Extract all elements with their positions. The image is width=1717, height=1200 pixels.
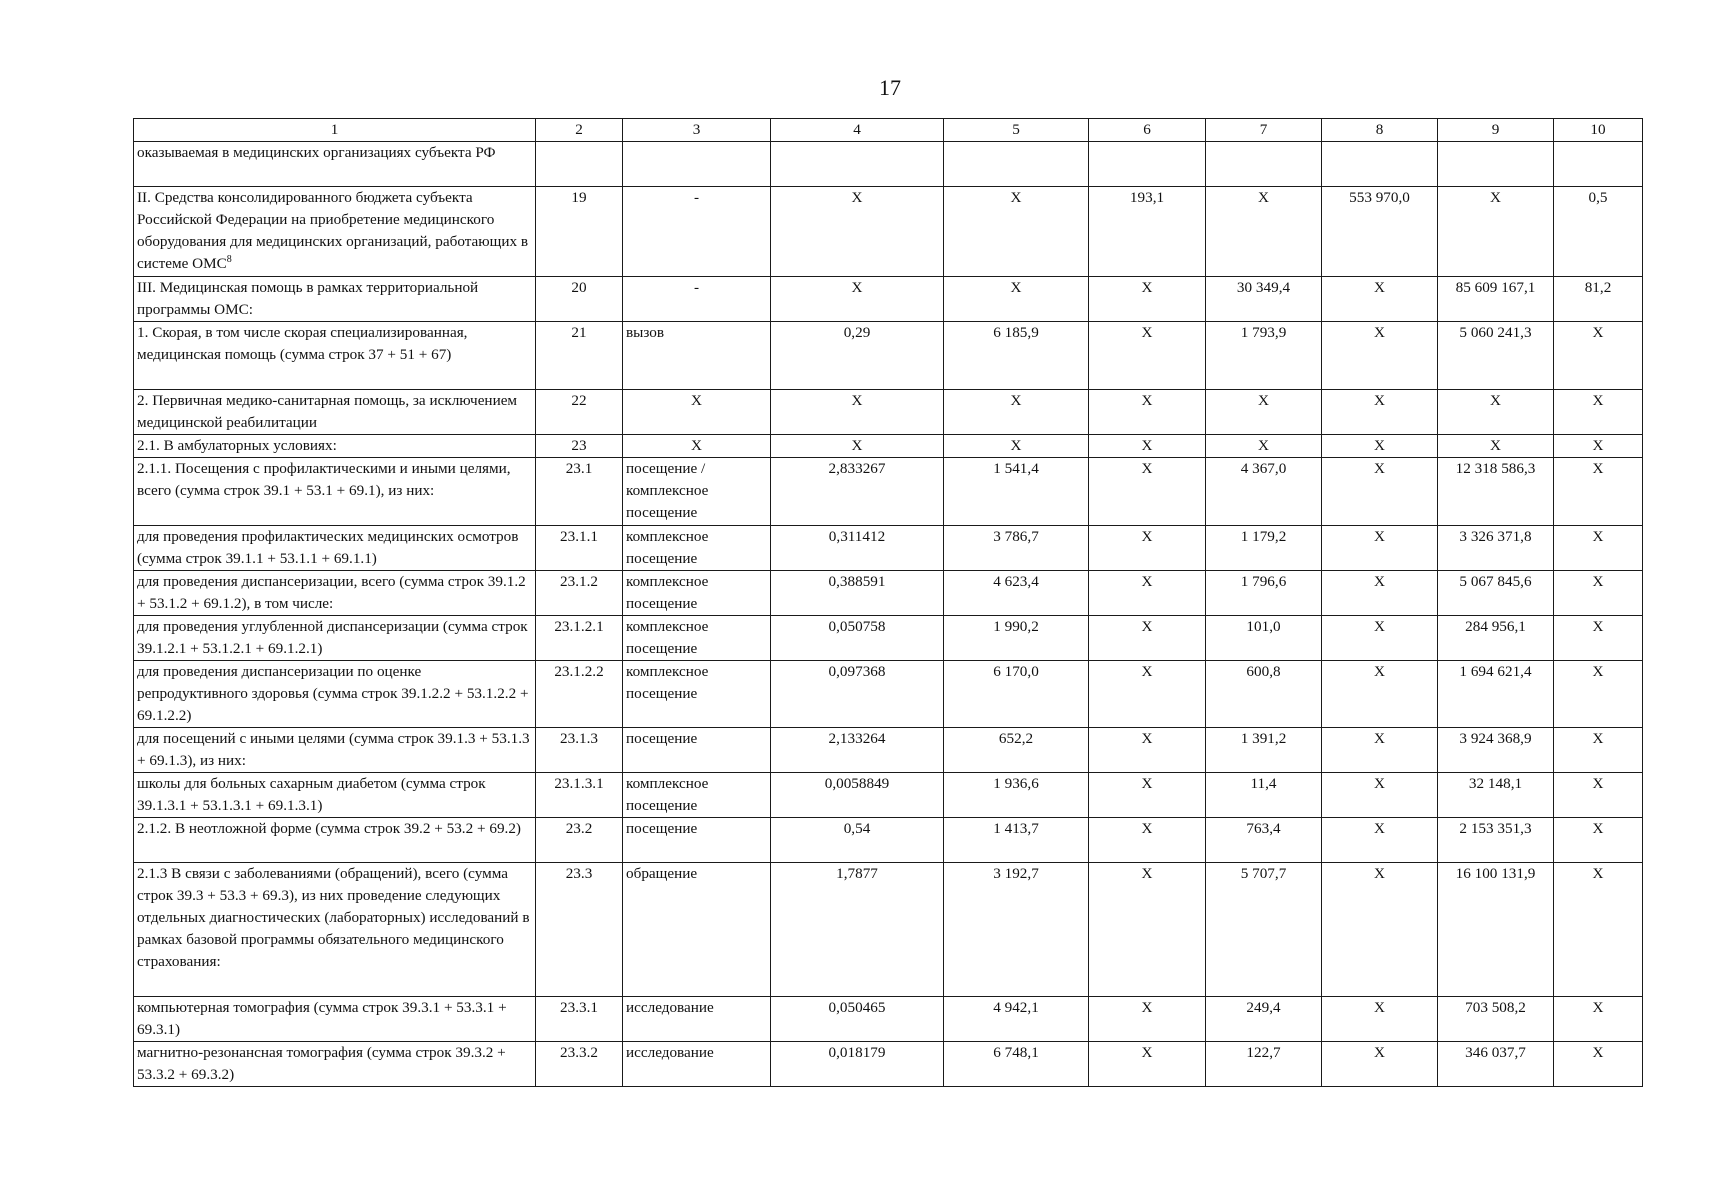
row-description: оказываемая в медицинских организациях субъекта РФ [134, 142, 536, 187]
value-cell: Х [1322, 526, 1438, 571]
unit-cell: вызов [623, 322, 771, 390]
table-row [134, 863, 1643, 997]
value-cell: 0,29 [771, 322, 944, 390]
value-cell: 11,4 [1206, 773, 1322, 818]
value-cell: 122,7 [1206, 1042, 1322, 1087]
column-header: 6 [1089, 119, 1206, 142]
row-description: 1. Скорая, в том числе скорая специализированная, медицинская помощь (сумма строк 37 + 51 + 67) [134, 322, 536, 390]
value-cell [1206, 142, 1322, 187]
value-cell: 1 990,2 [944, 616, 1089, 661]
row-description: 2. Первичная медико-санитарная помощь, за исключением медицинской реабилитации [134, 390, 536, 435]
table-row [134, 818, 1643, 863]
table-row [134, 277, 1643, 322]
unit-cell: комплексное посещение [623, 526, 771, 571]
table-row [134, 458, 1643, 526]
value-cell: Х [771, 277, 944, 322]
value-cell: Х [1554, 616, 1643, 661]
value-cell: 3 924 368,9 [1438, 728, 1554, 773]
value-cell [1089, 142, 1206, 187]
unit-cell: - [623, 277, 771, 322]
value-cell: 3 786,7 [944, 526, 1089, 571]
value-cell: Х [1322, 390, 1438, 435]
row-description: III. Медицинская помощь в рамках территориальной программы ОМС: [134, 277, 536, 322]
value-cell: 346 037,7 [1438, 1042, 1554, 1087]
table-row [134, 773, 1643, 818]
value-cell: 3 192,7 [944, 863, 1089, 997]
value-cell: 553 970,0 [1322, 187, 1438, 277]
column-header: 10 [1554, 119, 1643, 142]
table-row [134, 616, 1643, 661]
row-description: 2.1.3 В связи с заболеваниями (обращений), всего (сумма строк 39.3 + 53.3 + 69.3), из них проведение следующих отдельных диагностических (лабораторных) исследований в рамках базовой программы обязательного медицинского страхования: [134, 863, 536, 997]
row-number: 23.1.2.1 [536, 616, 623, 661]
value-cell: 1 541,4 [944, 458, 1089, 526]
value-cell: Х [1322, 863, 1438, 997]
row-description [134, 187, 536, 277]
value-cell: Х [1322, 728, 1438, 773]
value-cell: Х [1089, 661, 1206, 728]
table-row [134, 435, 1643, 458]
unit-cell: исследование [623, 1042, 771, 1087]
value-cell: 2,833267 [771, 458, 944, 526]
unit-cell: посещение [623, 728, 771, 773]
row-number: 23.3 [536, 863, 623, 997]
value-cell: 0,5 [1554, 187, 1643, 277]
unit-cell: Х [623, 390, 771, 435]
value-cell: Х [1554, 435, 1643, 458]
value-cell: 1,7877 [771, 863, 944, 997]
unit-cell: - [623, 187, 771, 277]
value-cell: 0,097368 [771, 661, 944, 728]
unit-cell: комплексное посещение [623, 661, 771, 728]
value-cell: Х [1089, 571, 1206, 616]
value-cell: Х [1089, 997, 1206, 1042]
value-cell: 652,2 [944, 728, 1089, 773]
row-description: для посещений с иными целями (сумма строк 39.1.3 + 53.1.3 + 69.1.3), из них: [134, 728, 536, 773]
value-cell [1438, 142, 1554, 187]
value-cell: Х [1089, 773, 1206, 818]
value-cell: 5 067 845,6 [1438, 571, 1554, 616]
unit-cell: посещение [623, 818, 771, 863]
value-cell: Х [1089, 818, 1206, 863]
value-cell: 2,133264 [771, 728, 944, 773]
row-description: магнитно-резонансная томография (сумма строк 39.3.2 + 53.3.2 + 69.3.2) [134, 1042, 536, 1087]
value-cell: 4 623,4 [944, 571, 1089, 616]
value-cell: 1 413,7 [944, 818, 1089, 863]
value-cell: Х [944, 435, 1089, 458]
value-cell: Х [1089, 277, 1206, 322]
value-cell: 12 318 586,3 [1438, 458, 1554, 526]
value-cell: Х [1322, 458, 1438, 526]
value-cell: 600,8 [1206, 661, 1322, 728]
value-cell: Х [944, 277, 1089, 322]
table-row [134, 661, 1643, 728]
value-cell: Х [1554, 1042, 1643, 1087]
unit-cell: исследование [623, 997, 771, 1042]
table-row [134, 322, 1643, 390]
table-row [134, 728, 1643, 773]
table-row [134, 390, 1643, 435]
unit-cell: комплексное посещение [623, 773, 771, 818]
column-header: 5 [944, 119, 1089, 142]
value-cell: Х [1554, 571, 1643, 616]
value-cell: 0,018179 [771, 1042, 944, 1087]
row-description: для проведения профилактических медицинских осмотров (сумма строк 39.1.1 + 53.1.1 + 69.1.1) [134, 526, 536, 571]
row-number: 23.1.3 [536, 728, 623, 773]
value-cell: Х [1554, 863, 1643, 997]
value-cell: 1 793,9 [1206, 322, 1322, 390]
row-number: 23 [536, 435, 623, 458]
value-cell: 1 796,6 [1206, 571, 1322, 616]
value-cell: Х [1554, 997, 1643, 1042]
column-header: 8 [1322, 119, 1438, 142]
value-cell: Х [1089, 728, 1206, 773]
value-cell: Х [1322, 616, 1438, 661]
value-cell: Х [771, 390, 944, 435]
unit-cell: комплексное посещение [623, 571, 771, 616]
value-cell: 284 956,1 [1438, 616, 1554, 661]
row-description: 2.1.2. В неотложной форме (сумма строк 39.2 + 53.2 + 69.2) [134, 818, 536, 863]
value-cell: Х [1438, 390, 1554, 435]
column-header: 2 [536, 119, 623, 142]
value-cell: Х [1438, 435, 1554, 458]
row-description: 2.1. В амбулаторных условиях: [134, 435, 536, 458]
value-cell: Х [1206, 187, 1322, 277]
value-cell: Х [771, 435, 944, 458]
value-cell: 6 185,9 [944, 322, 1089, 390]
row-description: 2.1.1. Посещения с профилактическими и иными целями, всего (сумма строк 39.1 + 53.1 + 69.1), из них: [134, 458, 536, 526]
row-number: 23.3.2 [536, 1042, 623, 1087]
value-cell: 6 748,1 [944, 1042, 1089, 1087]
value-cell: 81,2 [1554, 277, 1643, 322]
value-cell: Х [1089, 435, 1206, 458]
value-cell: Х [771, 187, 944, 277]
row-number: 22 [536, 390, 623, 435]
value-cell: Х [1554, 526, 1643, 571]
value-cell: 0,311412 [771, 526, 944, 571]
table-row [134, 1042, 1643, 1087]
value-cell: 0,0058849 [771, 773, 944, 818]
value-cell: Х [1322, 818, 1438, 863]
value-cell: 5 060 241,3 [1438, 322, 1554, 390]
value-cell: Х [1554, 728, 1643, 773]
tariff-table [133, 118, 1643, 1087]
unit-cell: комплексное посещение [623, 616, 771, 661]
value-cell: Х [1438, 187, 1554, 277]
unit-cell: обращение [623, 863, 771, 997]
row-description-text: II. Средства консолидированного бюджета субъекта Российской Федерации на приобретение медицинского оборудования для медицинских организаций, работающих в системе ОМС [137, 189, 529, 272]
value-cell: Х [1322, 322, 1438, 390]
table-row [134, 187, 1643, 277]
value-cell: Х [1089, 616, 1206, 661]
value-cell: Х [1089, 526, 1206, 571]
value-cell: 1 936,6 [944, 773, 1089, 818]
row-number: 20 [536, 277, 623, 322]
page-number: 17 [879, 75, 901, 100]
value-cell: 85 609 167,1 [1438, 277, 1554, 322]
row-number: 23.1.3.1 [536, 773, 623, 818]
column-header: 9 [1438, 119, 1554, 142]
value-cell: 30 349,4 [1206, 277, 1322, 322]
table-row [134, 142, 1643, 187]
value-cell: Х [1554, 390, 1643, 435]
value-cell: Х [1554, 661, 1643, 728]
row-number: 21 [536, 322, 623, 390]
value-cell: Х [1322, 435, 1438, 458]
value-cell: 249,4 [1206, 997, 1322, 1042]
value-cell: Х [1554, 322, 1643, 390]
value-cell: 4 367,0 [1206, 458, 1322, 526]
value-cell: 0,388591 [771, 571, 944, 616]
value-cell: 16 100 131,9 [1438, 863, 1554, 997]
value-cell: 703 508,2 [1438, 997, 1554, 1042]
unit-cell: посещение / комплексное посещение [623, 458, 771, 526]
value-cell: Х [1322, 1042, 1438, 1087]
value-cell: Х [1089, 390, 1206, 435]
value-cell: Х [1089, 1042, 1206, 1087]
value-cell: 32 148,1 [1438, 773, 1554, 818]
value-cell: 6 170,0 [944, 661, 1089, 728]
column-header: 3 [623, 119, 771, 142]
row-description: школы для больных сахарным диабетом (сумма строк 39.1.3.1 + 53.1.3.1 + 69.1.3.1) [134, 773, 536, 818]
value-cell: 5 707,7 [1206, 863, 1322, 997]
row-number: 23.1.1 [536, 526, 623, 571]
value-cell [944, 142, 1089, 187]
value-cell: 101,0 [1206, 616, 1322, 661]
value-cell: 763,4 [1206, 818, 1322, 863]
value-cell: Х [1206, 435, 1322, 458]
column-header: 7 [1206, 119, 1322, 142]
row-number: 23.1 [536, 458, 623, 526]
row-number [536, 142, 623, 187]
table-body [134, 119, 1643, 1087]
value-cell: 0,050758 [771, 616, 944, 661]
column-header: 1 [134, 119, 536, 142]
value-cell: Х [1322, 997, 1438, 1042]
value-cell [1554, 142, 1643, 187]
value-cell: Х [1206, 390, 1322, 435]
value-cell [771, 142, 944, 187]
value-cell: Х [1322, 773, 1438, 818]
row-number: 23.3.1 [536, 997, 623, 1042]
row-number: 23.2 [536, 818, 623, 863]
unit-cell [623, 142, 771, 187]
value-cell: 193,1 [1089, 187, 1206, 277]
value-cell: Х [1322, 277, 1438, 322]
value-cell: 4 942,1 [944, 997, 1089, 1042]
row-description: для проведения диспансеризации по оценке репродуктивного здоровья (сумма строк 39.1.2.2 + 53.1.2.2 + 69.1.2.2) [134, 661, 536, 728]
column-number-row [134, 119, 1643, 142]
row-number: 23.1.2 [536, 571, 623, 616]
value-cell: 3 326 371,8 [1438, 526, 1554, 571]
value-cell: Х [1322, 661, 1438, 728]
value-cell: Х [1554, 818, 1643, 863]
unit-cell: Х [623, 435, 771, 458]
value-cell: 1 391,2 [1206, 728, 1322, 773]
row-description: для проведения углубленной диспансеризации (сумма строк 39.1.2.1 + 53.1.2.1 + 69.1.2.1) [134, 616, 536, 661]
table-row [134, 526, 1643, 571]
table-row [134, 571, 1643, 616]
value-cell: Х [944, 390, 1089, 435]
value-cell: 0,54 [771, 818, 944, 863]
column-header: 4 [771, 119, 944, 142]
footnote-marker: 8 [226, 253, 232, 265]
row-number: 19 [536, 187, 623, 277]
value-cell: 0,050465 [771, 997, 944, 1042]
row-description: для проведения диспансеризации, всего (сумма строк 39.1.2 + 53.1.2 + 69.1.2), в том числе: [134, 571, 536, 616]
value-cell: 1 694 621,4 [1438, 661, 1554, 728]
value-cell: Х [1089, 322, 1206, 390]
table-row [134, 997, 1643, 1042]
value-cell: Х [1554, 458, 1643, 526]
value-cell: 2 153 351,3 [1438, 818, 1554, 863]
value-cell: Х [1089, 458, 1206, 526]
value-cell: Х [1554, 773, 1643, 818]
value-cell: Х [1322, 571, 1438, 616]
value-cell: Х [944, 187, 1089, 277]
row-number: 23.1.2.2 [536, 661, 623, 728]
value-cell: Х [1089, 863, 1206, 997]
value-cell [1322, 142, 1438, 187]
value-cell: 1 179,2 [1206, 526, 1322, 571]
row-description: компьютерная томография (сумма строк 39.3.1 + 53.3.1 + 69.3.1) [134, 997, 536, 1042]
